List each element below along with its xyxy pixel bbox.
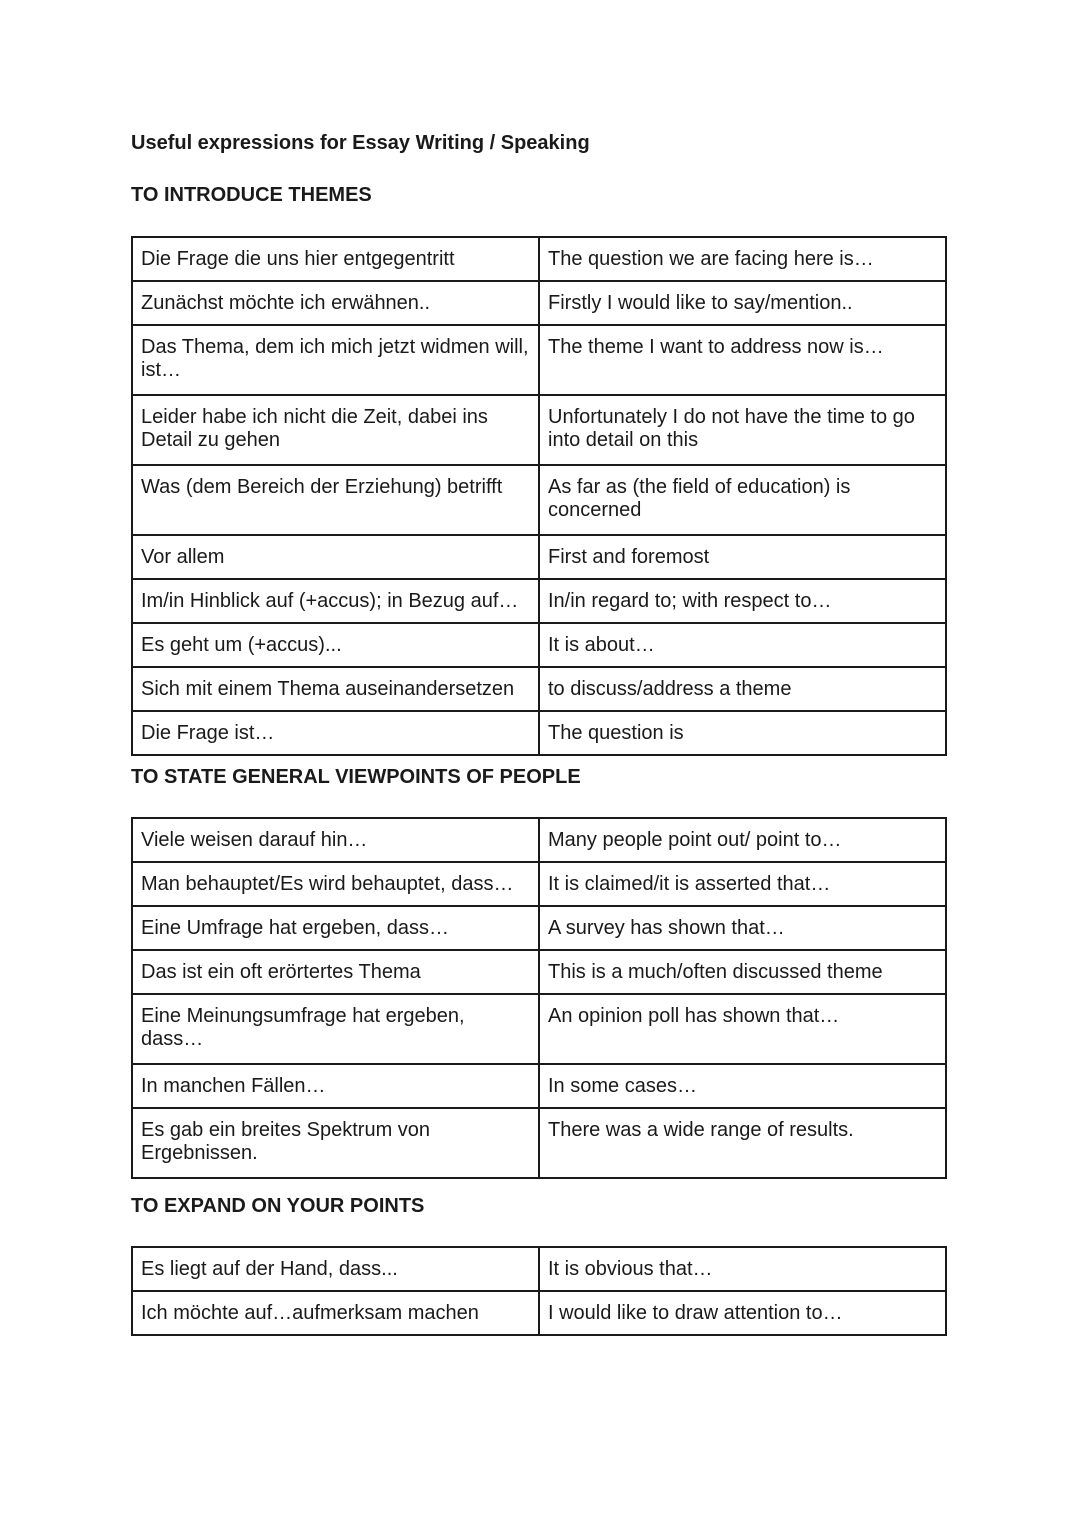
english-cell: to discuss/address a theme — [539, 667, 946, 711]
table-row — [132, 1247, 946, 1291]
german-cell: Im/in Hinblick auf (+accus); in Bezug auf… — [132, 579, 539, 623]
table-row — [132, 994, 946, 1064]
english-cell: It is claimed/it is asserted that… — [539, 862, 946, 906]
german-cell: Zunächst möchte ich erwähnen.. — [132, 281, 539, 325]
german-cell: Eine Umfrage hat ergeben, dass… — [132, 906, 539, 950]
table-row — [132, 950, 946, 994]
table-row — [132, 395, 946, 465]
english-cell: In some cases… — [539, 1064, 946, 1108]
german-cell: Es gab ein breites Spektrum von Ergebnissen. — [132, 1108, 539, 1178]
german-cell: Man behauptet/Es wird behauptet, dass… — [132, 862, 539, 906]
english-cell: Unfortunately I do not have the time to go into detail on this — [539, 395, 946, 465]
english-cell: It is about… — [539, 623, 946, 667]
table-row — [132, 325, 946, 395]
english-cell: There was a wide range of results. — [539, 1108, 946, 1178]
english-cell: As far as (the field of education) is concerned — [539, 465, 946, 535]
german-cell: Das Thema, dem ich mich jetzt widmen will, ist… — [132, 325, 539, 395]
german-cell: Es geht um (+accus)... — [132, 623, 539, 667]
section-heading-general-viewpoints: TO STATE GENERAL VIEWPOINTS OF PEOPLE — [131, 766, 581, 788]
english-cell: The question is — [539, 711, 946, 755]
table-introduce-themes — [131, 236, 947, 756]
german-cell: Die Frage ist… — [132, 711, 539, 755]
table-row — [132, 535, 946, 579]
german-cell: Die Frage die uns hier entgegentritt — [132, 237, 539, 281]
section-heading-introduce-themes: TO INTRODUCE THEMES — [131, 184, 372, 206]
german-cell: Leider habe ich nicht die Zeit, dabei ins Detail zu gehen — [132, 395, 539, 465]
table-row — [132, 1108, 946, 1178]
table-row — [132, 623, 946, 667]
table-row — [132, 906, 946, 950]
table-row — [132, 465, 946, 535]
table-expand-points — [131, 1246, 947, 1336]
german-cell: In manchen Fällen… — [132, 1064, 539, 1108]
english-cell: Firstly I would like to say/mention.. — [539, 281, 946, 325]
german-cell: Eine Meinungsumfrage hat ergeben, dass… — [132, 994, 539, 1064]
table-row — [132, 579, 946, 623]
german-cell: Ich möchte auf…aufmerksam machen — [132, 1291, 539, 1335]
english-cell: Many people point out/ point to… — [539, 818, 946, 862]
english-cell: An opinion poll has shown that… — [539, 994, 946, 1064]
table-row — [132, 711, 946, 755]
table-row — [132, 1064, 946, 1108]
english-cell: A survey has shown that… — [539, 906, 946, 950]
table-row — [132, 862, 946, 906]
german-cell: Es liegt auf der Hand, dass... — [132, 1247, 539, 1291]
english-cell: In/in regard to; with respect to… — [539, 579, 946, 623]
table-row — [132, 237, 946, 281]
german-cell: Sich mit einem Thema auseinandersetzen — [132, 667, 539, 711]
german-cell: Viele weisen darauf hin… — [132, 818, 539, 862]
table-row — [132, 1291, 946, 1335]
english-cell: I would like to draw attention to… — [539, 1291, 946, 1335]
german-cell: Was (dem Bereich der Erziehung) betrifft — [132, 465, 539, 535]
german-cell: Vor allem — [132, 535, 539, 579]
table-row — [132, 667, 946, 711]
english-cell: The theme I want to address now is… — [539, 325, 946, 395]
english-cell: The question we are facing here is… — [539, 237, 946, 281]
english-cell: It is obvious that… — [539, 1247, 946, 1291]
section-heading-expand-points: TO EXPAND ON YOUR POINTS — [131, 1195, 425, 1217]
table-row — [132, 818, 946, 862]
english-cell: This is a much/often discussed theme — [539, 950, 946, 994]
table-general-viewpoints — [131, 817, 947, 1179]
english-cell: First and foremost — [539, 535, 946, 579]
table-row — [132, 281, 946, 325]
german-cell: Das ist ein oft erörtertes Thema — [132, 950, 539, 994]
page-title: Useful expressions for Essay Writing / Speaking — [131, 132, 590, 154]
